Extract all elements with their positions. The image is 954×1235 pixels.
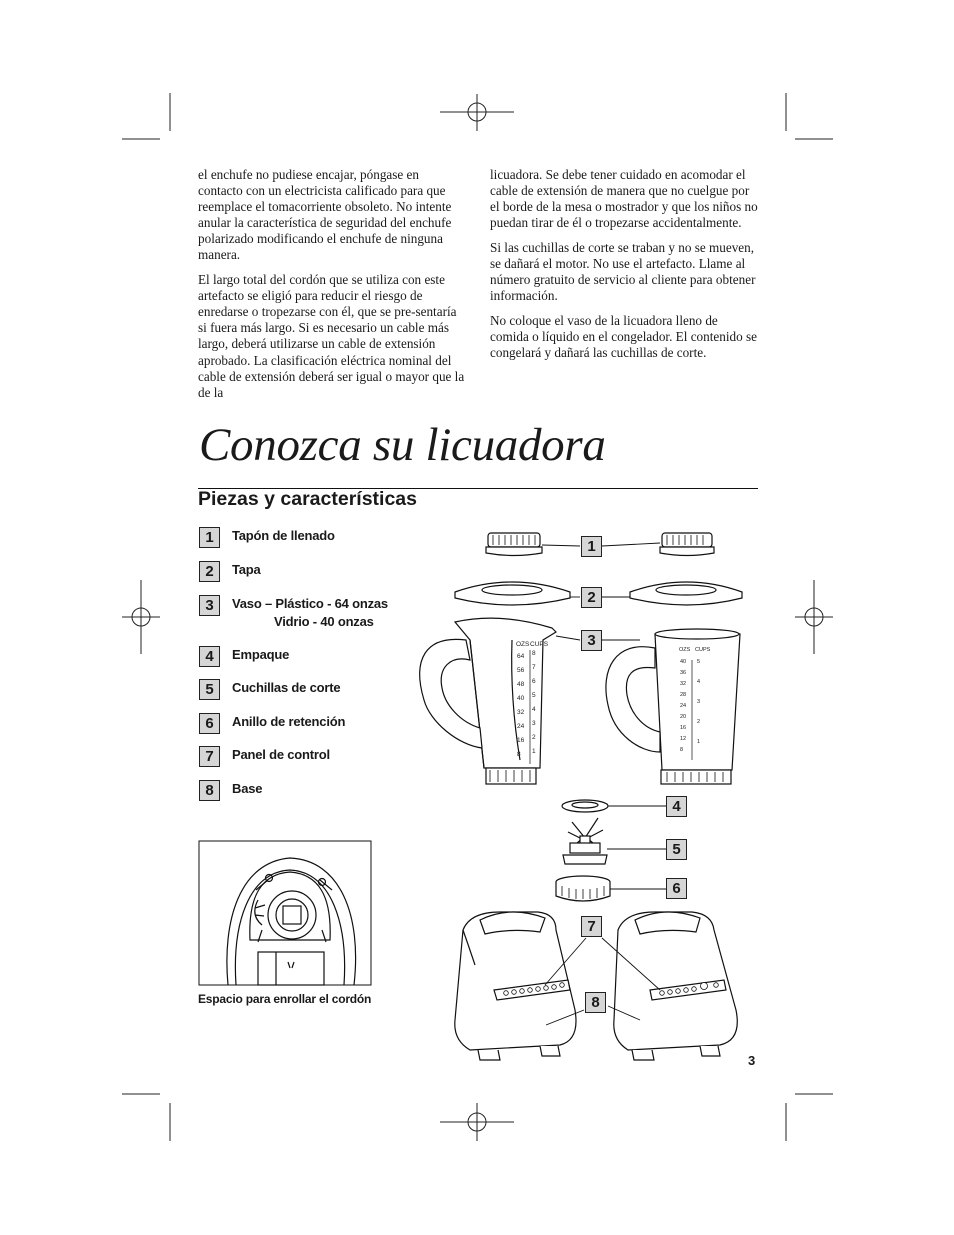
scale-heading: OZS [679,647,691,653]
jar-scale-right [677,647,711,765]
part-label: Panel de control [232,747,330,762]
lid-right [630,582,742,605]
part-number: 3 [199,595,220,616]
scale-tick: 5 [697,659,701,665]
part-number: 5 [199,679,220,700]
scale-tick: 40 [517,695,525,702]
paragraph: el enchufe no pudiese encajar, póngase en contacto con un electricista calificado para que reemplace el tomacorriente obsoleto. No intente anular la característica de seguridad del enchufe polarizado modificando el enchufe de ninguna manera. [198,167,452,263]
glass-jar [606,629,740,784]
fill-cap-right [660,533,714,556]
scale-tick: 2 [697,719,701,725]
base-right [614,912,738,1060]
paragraph: No coloque el vaso de la licuadora lleno de comida o líquido en el congelador. El contenido se congelará y dañará las cuchillas de corte. [490,312,757,360]
callout-7: 7 [581,916,602,937]
scale-tick: 28 [680,692,687,698]
callout-8: 8 [585,992,606,1013]
scale-tick: 4 [697,679,701,685]
scale-heading: CUPS [530,641,549,648]
callout-4: 4 [666,796,687,817]
part-number: 8 [199,780,220,801]
scale-heading: OZS [516,641,530,648]
paragraph: El largo total del cordón que se utiliza con este artefacto se eligió para reducir el riesgo de enredarse o tropezarse con él, que se pre-sentaría si fuera más largo. Si es necesario un cable más largo, deberá utilizarse un cable de extensión aprobado. La clasificación eléctrica nominal del cable de extensión deberá ser igual o mayor que la de la [198,272,465,400]
part-label: Tapa [232,562,261,577]
scale-tick: 8 [517,751,521,758]
scale-tick: 36 [680,670,687,676]
part-label: Empaque [232,647,290,662]
part-label: Anillo de retención [232,714,346,729]
scale-tick: 2 [532,734,536,741]
scale-tick: 48 [517,681,525,688]
part-number: 2 [199,561,220,582]
scale-tick: 16 [517,737,525,744]
scale-tick: 24 [680,703,687,709]
scale-tick: 4 [532,706,536,713]
callout-3: 3 [581,630,602,651]
paragraph: licuadora. Se debe tener cuidado en acomodar el cable de extensión de manera que no cuelgue por el borde de la mesa o mostrador y que los niños no puedan tirar de él o tropezarse accidentalmente. [490,167,758,231]
part-number: 1 [199,527,220,548]
part-sub-label: Vidrio - 40 onzas [274,614,374,629]
part-number: 4 [199,646,220,667]
part-label: Vaso – Plástico - 64 onzas [232,596,388,611]
scale-tick: 3 [532,720,536,727]
illustration-caption: Espacio para enrollar el cordón [198,992,372,1006]
part-number: 6 [199,713,220,734]
part-number: 7 [199,746,220,767]
callout-5: 5 [666,839,687,860]
scale-tick: 1 [697,739,701,745]
scale-tick: 8 [680,747,684,753]
scale-heading: CUPS [695,647,711,653]
scale-tick: 40 [680,659,687,665]
scale-tick: 8 [532,650,536,657]
part-label: Cuchillas de corte [232,680,341,695]
scale-tick: 6 [532,678,536,685]
page-number: 3 [748,1053,756,1068]
callout-6: 6 [666,878,687,899]
callout-1: 1 [581,536,602,557]
part-label: Base [232,781,263,796]
scale-tick: 5 [532,692,536,699]
scale-tick: 12 [680,736,687,742]
fill-cap-left [486,533,542,556]
scale-tick: 3 [697,699,701,705]
jar-scale-left [514,641,549,765]
page-title: Conozca su licuadora [199,419,606,471]
cutting-blades [563,818,607,864]
gasket [562,800,608,812]
scale-tick: 32 [680,681,687,687]
scale-tick: 56 [517,667,525,674]
retaining-ring [556,876,610,901]
section-heading: Piezas y características [198,488,417,510]
part-label: Tapón de llenado [232,528,335,543]
scale-tick: 7 [532,664,536,671]
callout-2: 2 [581,587,602,608]
paragraph: Si las cuchillas de corte se traban y no se mueven, se dañará el motor. No use el artefacto. Llame al número gratuito de servicio al cliente para obtener información. [490,239,756,304]
scale-tick: 1 [532,748,536,755]
scale-tick: 20 [680,714,687,720]
scale-tick: 24 [517,723,525,730]
lid-left [455,582,570,605]
scale-tick: 16 [680,725,687,731]
scale-tick: 64 [517,653,525,660]
scale-tick: 32 [517,709,525,716]
base-left [455,912,576,1060]
